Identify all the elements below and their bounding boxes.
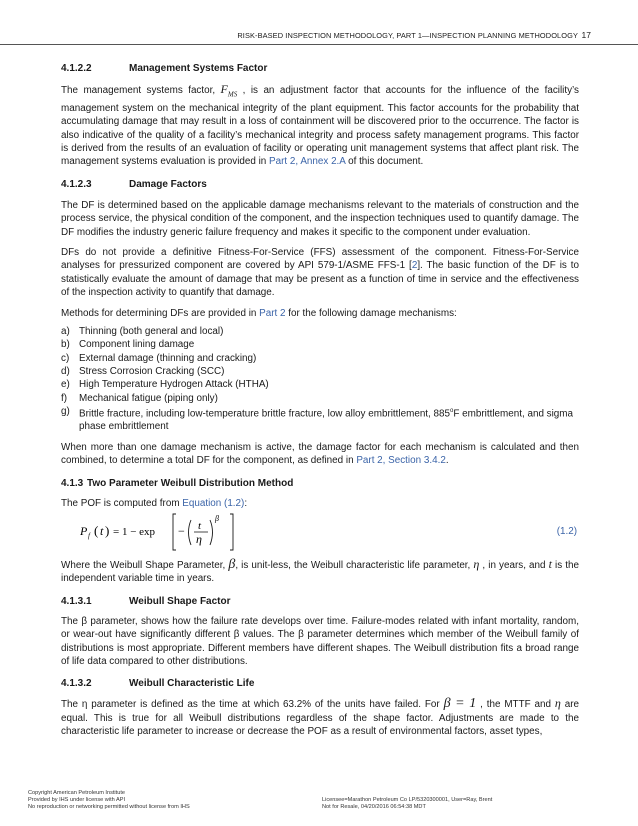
- eq-one-minus-exp: = 1 − exp: [113, 525, 156, 538]
- list-item: g) Brittle fracture, including low-temperature brittle fracture, low alloy embrittlement, 885$^o$F embrittlement, and sigma phase embrittlement: [61, 405, 574, 433]
- heading-4-1-2-2: 4.1.2.2 Management Systems Factor: [61, 63, 268, 74]
- document-body: [61, 62, 579, 739]
- page-number: 17: [581, 30, 591, 40]
- list-item: f) Mechanical fatigue (piping only): [61, 392, 218, 404]
- paragraph-combined-df: When more than one damage mechanism is active, the damage factor for each mechanism is calculated and then combined, to determine a total DF for the component, as defined in Part 2, Section 3.4.2.: [61, 441, 579, 467]
- reference-2-link[interactable]: 2: [411, 260, 418, 272]
- link-part2[interactable]: Part 2: [259, 307, 286, 319]
- list-item: b) Component lining damage: [61, 339, 195, 351]
- paragraph-methods: Methods for determining DFs are provided in Part 2 for the following damage mechanisms:: [61, 307, 457, 319]
- paragraph-weibull-shape: The β parameter, shows how the failure rate develops over time. Failure-modes related with infant mortality, random, or wear-out have significantly different β values. The β parameter determines which member of the Weibull family of distributions is most appropriate. Different members have different shapes. The Weibull distribution fits a broad range of life data compared to other distributions.: [61, 615, 579, 667]
- paragraph-weibull-parameters: Where the Weibull Shape Parameter, β, is unit-less, the Weibull characteristic life parameter, η , in years, and t is the independent variable time in years.: [61, 556, 579, 585]
- eq-right-paren: ): [105, 522, 110, 538]
- damage-mechanism-list: [61, 325, 579, 434]
- fms-symbol: $F_{MS}$: [220, 82, 238, 99]
- equation-1-2: [61, 510, 579, 554]
- paragraph-characteristic-life: The η parameter is defined as the time at which 63.2% of the units have failed. For β = 1 , the MTTF and η are equal. This is true for all Weibull distributions regardless of the shape factor. Adjustments are made to the characteristic life parameter to increase or decrease the POF as a result of environmental factors, asset types,: [61, 696, 579, 738]
- list-item: d) Stress Corrosion Cracking (SCC): [61, 365, 225, 377]
- eq-right-big-paren: [210, 520, 213, 545]
- heading-4-1-3-2: 4.1.3.2 Weibull Characteristic Life: [61, 678, 255, 690]
- eq-exponent-beta: β: [215, 513, 219, 523]
- list-item: a) Thinning (both general and local): [61, 326, 224, 338]
- footer-left: Copyright American Petroleum Institute Provided by IHS under license with API No reproduction or networking permitted without license from IHS: [28, 790, 190, 810]
- running-header-title: RISK-BASED INSPECTION METHODOLOGY, PART 1—INSPECTION PLANNING METHODOLOGY: [237, 31, 578, 40]
- weibull-pof-equation: [80, 512, 340, 552]
- paragraph-df-ffs: DFs do not provide a definitive Fitness-For-Service (FFS) assessment of the component. Fitness-For-Service analyses for pressurized component are covered by API 579-1/ASME FFS-1 [2]. The basic function of the DF is to statistically evaluate the amount of damage that may be present as a function of time in service and the effectiveness of the inspection activity to quantify that damage.: [61, 247, 579, 299]
- eq-denominator-eta: η: [196, 531, 202, 546]
- heading-4-1-2-3: 4.1.2.3 Damage Factors: [61, 178, 207, 190]
- eq-left-big-paren: [189, 520, 192, 545]
- heading-4-1-3-1: 4.1.3.1 Weibull Shape Factor: [61, 595, 231, 607]
- link-part2-section-3-4-2[interactable]: Part 2, Section 3.4.2: [356, 455, 446, 467]
- list-item: c) External damage (thinning and cracking): [61, 352, 257, 364]
- list-item: e) High Temperature Hydrogen Attack (HTHA): [61, 379, 269, 391]
- footer-right: Licensee=Marathon Petroleum Co LP/5320300001, User=Ray, Brent Not for Resale, 04/20/2016 06:54:38 MDT: [322, 797, 493, 810]
- heading-4-1-3: 4.1.3 Two Parameter Weibull Distribution Method: [61, 477, 294, 489]
- eq-left-bracket: [173, 514, 176, 550]
- paragraph-df-determined: The DF is determined based on the applicable damage mechanisms relevant to the materials of construction and the process service, the physical condition of the component, and the inspection techniques used to quantify damage. The DF modifies the industry generic failure frequency and makes it specific to the component under evaluation.: [61, 199, 579, 238]
- eq-right-bracket: [230, 514, 233, 550]
- equation-number: (1.2): [556, 525, 577, 537]
- eq-p: P: [80, 523, 88, 538]
- eq-f-subscript: f: [88, 531, 90, 540]
- page-header: [0, 30, 638, 45]
- eq-t: t: [100, 523, 104, 538]
- eq-minus: −: [178, 523, 185, 538]
- paragraph-pof-computed: The POF is computed from Equation (1.2):: [61, 497, 248, 509]
- eq-numerator-t: t: [198, 519, 202, 532]
- paragraph-management-systems: The management systems factor, $F_{MS}$ , is an adjustment factor that accounts for the influence of the facility’s management system on the mechanical integrity of the plant equipment. This factor accounts for the probability that accumulating damage that may result in a loss of containment will be discovered prior to the occurrence. The factor is also indicative of the quality of a facility’s mechanical integrity and process safety management programs. This factor is derived from the results of an evaluation of facility or operating unit management systems that affect plant risk. The management systems evaluation is provided in Part 2, Annex 2.A of this document.: [61, 82, 579, 168]
- eq-left-paren: (: [94, 522, 99, 538]
- link-part2-annex-2a[interactable]: Part 2, Annex 2.A: [269, 156, 346, 168]
- link-equation-1-2[interactable]: Equation (1.2): [182, 497, 245, 509]
